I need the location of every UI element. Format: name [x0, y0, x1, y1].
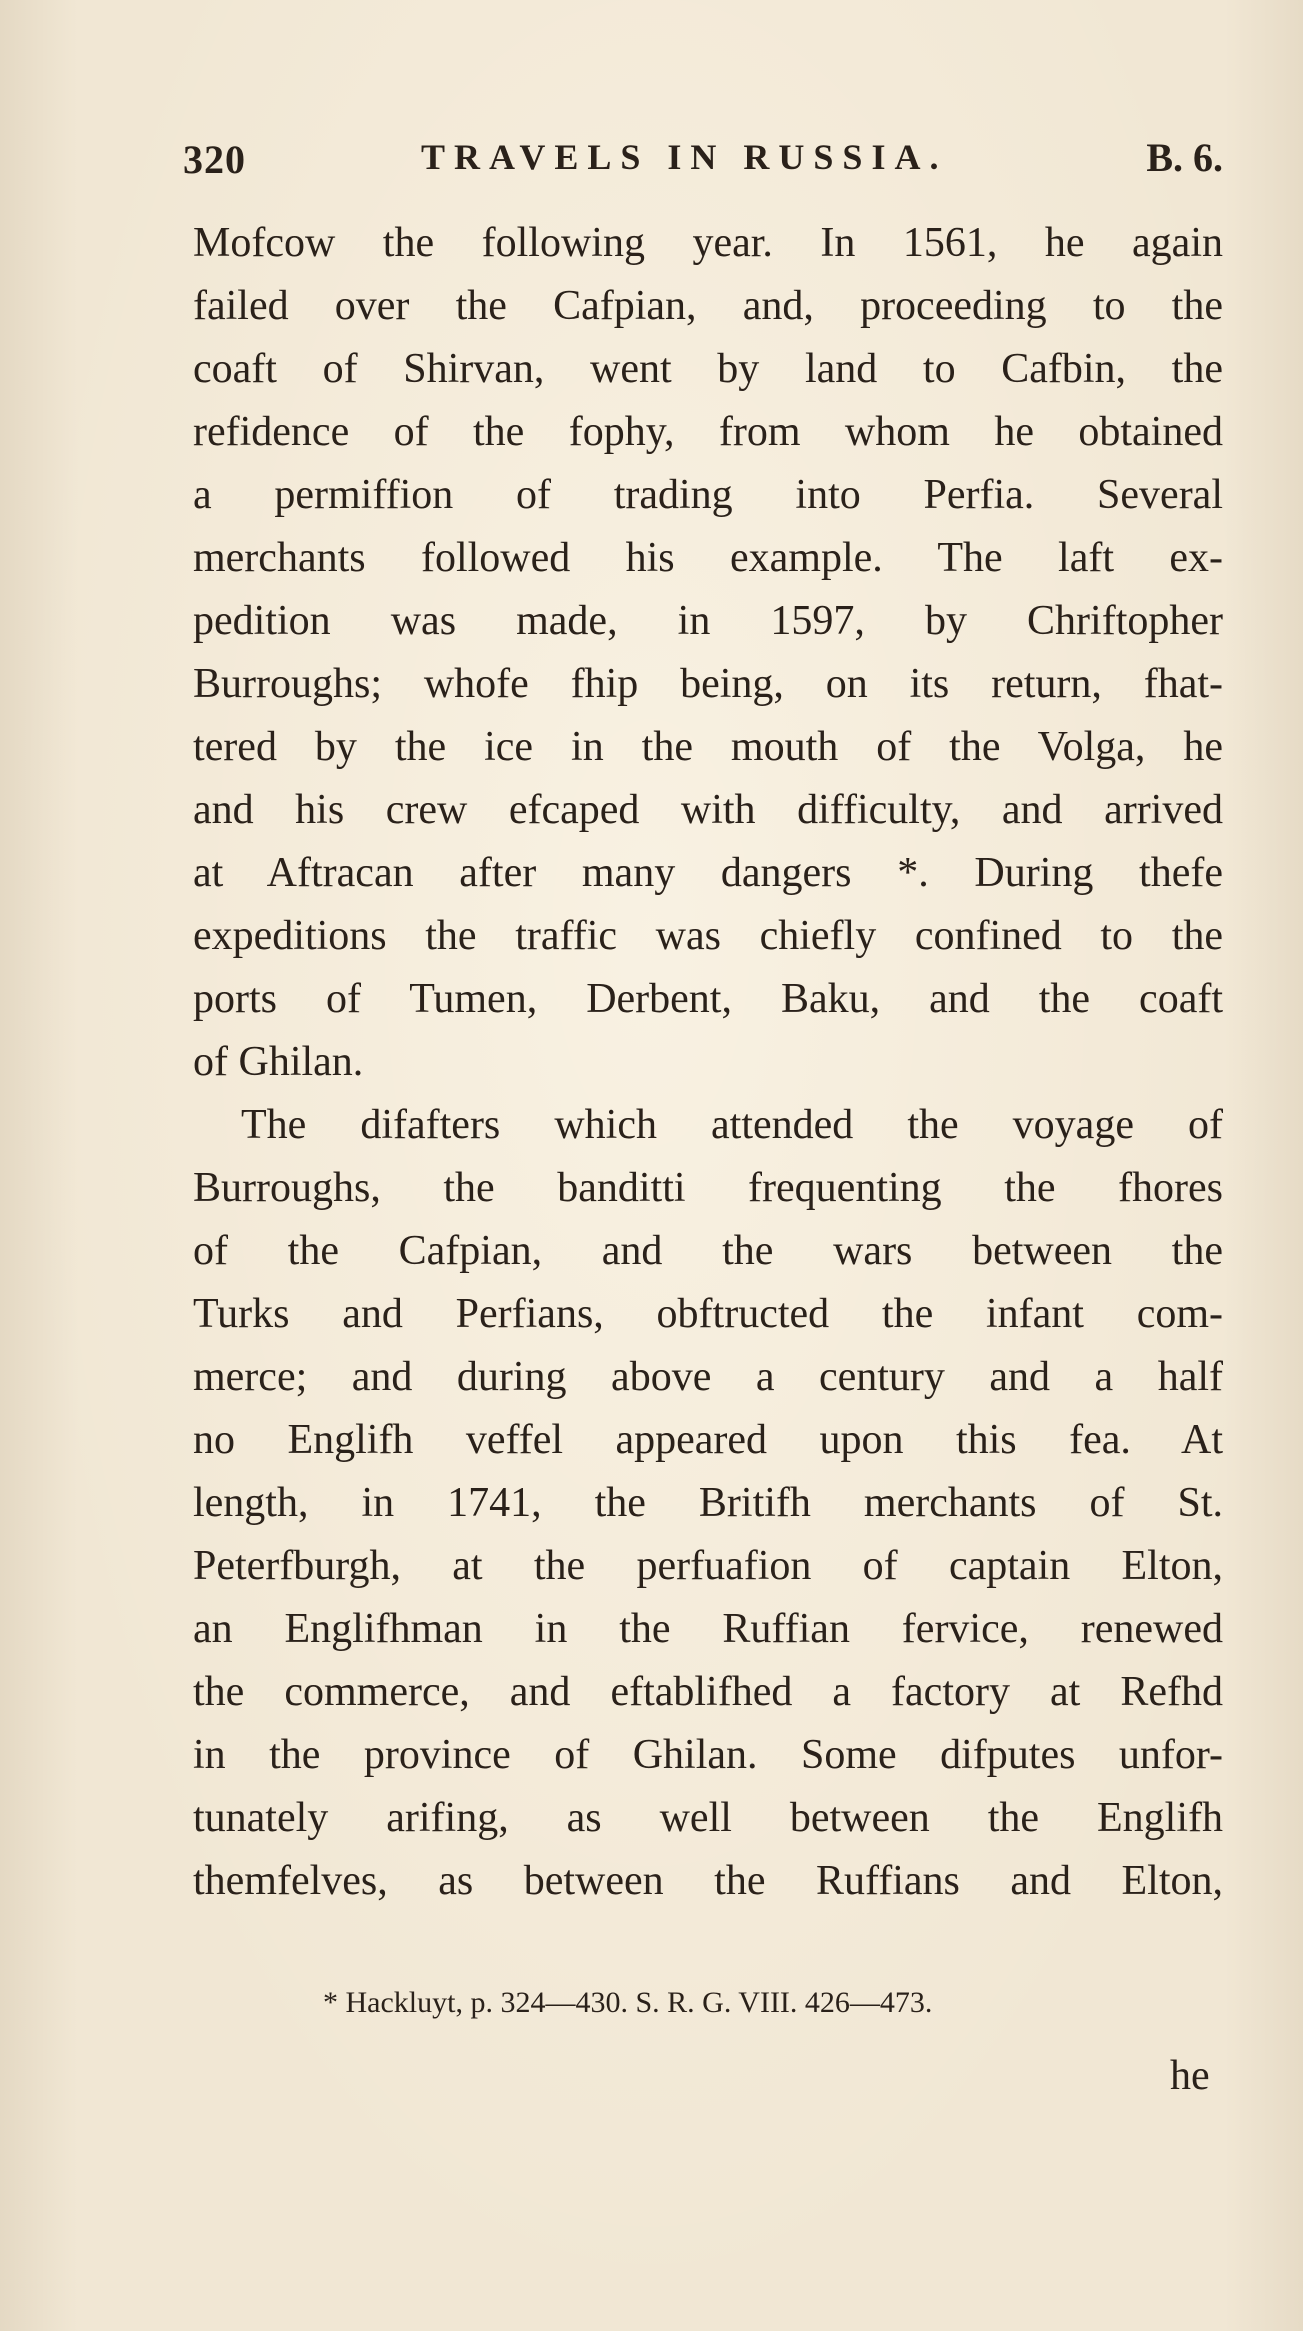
footnote: * Hackluyt, p. 324—430. S. R. G. VIII. 426—473.	[323, 1986, 933, 2019]
text-line: no Englifh veffel appeared upon this fea. At	[193, 1417, 1223, 1463]
text-line: the commerce, and eftablifhed a factory at Refhd	[193, 1669, 1223, 1715]
text-line: of Ghilan.	[193, 1039, 364, 1085]
text-line: of the Cafpian, and the wars between the	[193, 1228, 1223, 1274]
text-line: failed over the Cafpian, and, proceeding to the	[193, 283, 1223, 329]
text-line: ports of Tumen, Derbent, Baku, and the coaft	[193, 976, 1223, 1022]
text-line: an Englifhman in the Ruffian fervice, renewed	[193, 1606, 1223, 1652]
text-line: Burroughs, the banditti frequenting the fhores	[193, 1165, 1223, 1211]
text-line: and his crew efcaped with difficulty, and arrived	[193, 787, 1223, 833]
text-line: expeditions the traffic was chiefly confined to the	[193, 913, 1223, 959]
text-line: coaft of Shirvan, went by land to Cafbin, the	[193, 346, 1223, 392]
book-chapter-ref: B. 6.	[1146, 135, 1223, 180]
text-line: length, in 1741, the Britifh merchants of St.	[193, 1480, 1223, 1526]
text-line: refidence of the fophy, from whom he obtained	[193, 409, 1223, 455]
page-number: 320	[183, 137, 246, 182]
text-line: Turks and Perfians, obftructed the infant com-	[193, 1291, 1223, 1337]
text-line: tunately arifing, as well between the Englifh	[193, 1795, 1223, 1841]
text-line: a permiffion of trading into Perfia. Several	[193, 472, 1223, 518]
text-line: Burroughs; whofe fhip being, on its return, fhat-	[193, 661, 1223, 707]
text-line: at Aftracan after many dangers *. During thefe	[193, 850, 1223, 896]
paragraph	[193, 1094, 1223, 1913]
text-line: Mofcow the following year. In 1561, he again	[193, 220, 1223, 266]
text-line: merce; and during above a century and a half	[193, 1354, 1223, 1400]
text-line: merchants followed his example. The laft ex-	[193, 535, 1223, 581]
running-head	[183, 130, 1223, 190]
catchword: he	[1170, 2053, 1210, 2099]
text-line: tered by the ice in the mouth of the Volga, he	[193, 724, 1223, 770]
paragraph	[193, 212, 1223, 1094]
text-line: pedition was made, in 1597, by Chriftopher	[193, 598, 1223, 644]
text-line: in the province of Ghilan. Some difputes unfor-	[193, 1732, 1223, 1778]
text-line: themfelves, as between the Ruffians and Elton,	[193, 1858, 1223, 1904]
text-line: The difafters which attended the voyage of	[241, 1102, 1223, 1148]
body-text	[193, 212, 1223, 1913]
text-line: Peterfburgh, at the perfuafion of captain Elton,	[193, 1543, 1223, 1589]
running-title: TRAVELS IN RUSSIA.	[421, 137, 948, 177]
